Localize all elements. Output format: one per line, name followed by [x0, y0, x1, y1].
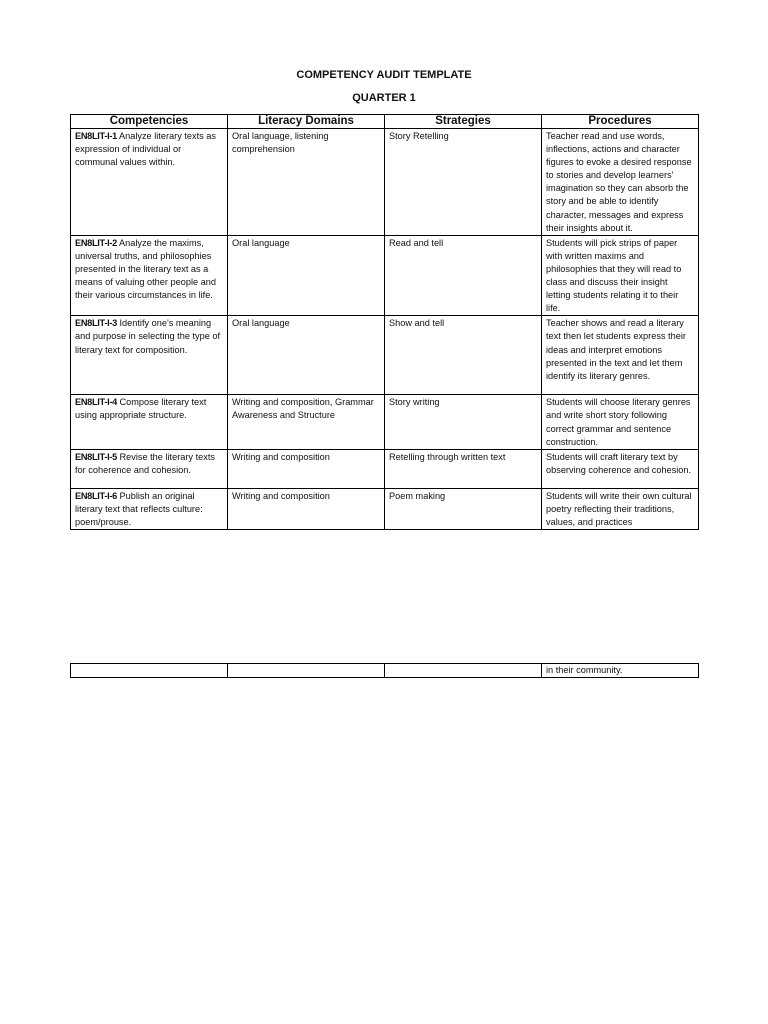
competency-text: Revise the literary texts for coherence and cohesion. — [75, 451, 215, 475]
table-header-row — [71, 115, 699, 129]
procedure-cell: Teacher shows and read a literary text then let students express their ideas and interpret emotions presented in the text and let them identify its literary genres. — [542, 316, 699, 395]
literacy-domain-cell: Writing and composition — [228, 449, 385, 488]
procedure-cell: in their community. — [542, 664, 699, 678]
table-row — [71, 235, 699, 316]
document-title: COMPETENCY AUDIT TEMPLATE — [296, 69, 472, 81]
competency-cell — [71, 235, 228, 316]
table-row — [71, 316, 699, 395]
strategy-cell: Story Retelling — [385, 129, 542, 236]
competency-code: EN8LIT-I-3 — [75, 318, 117, 329]
competency-cell — [71, 664, 228, 678]
competency-code: EN8LIT-I-4 — [75, 397, 117, 408]
competency-code: EN8LIT-I-6 — [75, 490, 117, 501]
competency-cell — [71, 395, 228, 449]
competency-text: Analyze literary texts as expression of individual or communal values within. — [75, 131, 216, 168]
procedure-cell: Students will write their own cultural poetry reflecting their traditions, values, and practices — [542, 488, 699, 529]
literacy-domain-cell — [228, 664, 385, 678]
strategy-cell: Read and tell — [385, 235, 542, 316]
strategy-cell: Poem making — [385, 488, 542, 529]
procedure-cell: Students will craft literary text by observing coherence and cohesion. — [542, 449, 699, 488]
procedure-cell: Students will pick strips of paper with written maxims and philosophies that they will read to class and discuss their insight letting students relating it to their life. — [542, 235, 699, 316]
competency-cell — [71, 449, 228, 488]
competency-code: EN8LIT-I-2 — [75, 237, 117, 248]
table-row — [71, 449, 699, 488]
continuation-table — [70, 663, 699, 678]
literacy-domain-cell: Writing and composition — [228, 488, 385, 529]
table-row — [71, 488, 699, 529]
literacy-domain-cell: Oral language — [228, 235, 385, 316]
competency-code: EN8LIT-I-1 — [75, 131, 117, 141]
strategy-cell: Story writing — [385, 395, 542, 449]
strategy-cell: Retelling through written text — [385, 449, 542, 488]
header-procedures: Procedures — [542, 115, 699, 129]
strategy-cell — [385, 664, 542, 678]
header-literacy-domains: Literacy Domains — [228, 115, 385, 129]
literacy-domain-cell: Writing and composition, Grammar Awareness and Structure — [228, 395, 385, 449]
competency-text: Compose literary text using appropriate structure. — [75, 397, 207, 421]
competency-text: Identify one's meaning and purpose in selecting the type of literary text for composition. — [75, 318, 221, 355]
literacy-domain-cell: Oral language, listening comprehension — [228, 129, 385, 236]
competency-code: EN8LIT-I-5 — [75, 451, 117, 462]
header-competencies: Competencies — [71, 115, 228, 129]
header-strategies: Strategies — [385, 115, 542, 129]
competency-audit-table — [70, 114, 699, 530]
literacy-domain-cell: Oral language — [228, 316, 385, 395]
procedure-cell: Teacher read and use words, inflections, actions and character figures to evoke a desired response to stories and develop learners' imagination so they can absorb the story and be able to identify character, messages and express their insights about it. — [542, 129, 699, 236]
competency-text: Analyze the maxims, universal truths, and philosophies presented in the literary text as a means of valuing other people and their various circumstances in life. — [75, 237, 216, 301]
table-row — [71, 395, 699, 449]
competency-cell — [71, 316, 228, 395]
table-row — [71, 129, 699, 236]
continuation-row — [71, 664, 699, 678]
document-subtitle: QUARTER 1 — [352, 92, 416, 104]
competency-text: Publish an original literary text that reflects culture: poem/prouse. — [75, 490, 203, 527]
competency-cell — [71, 129, 228, 236]
competency-cell — [71, 488, 228, 529]
strategy-cell: Show and tell — [385, 316, 542, 395]
procedure-cell: Students will choose literary genres and write short story following correct grammar and sentence construction. — [542, 395, 699, 449]
